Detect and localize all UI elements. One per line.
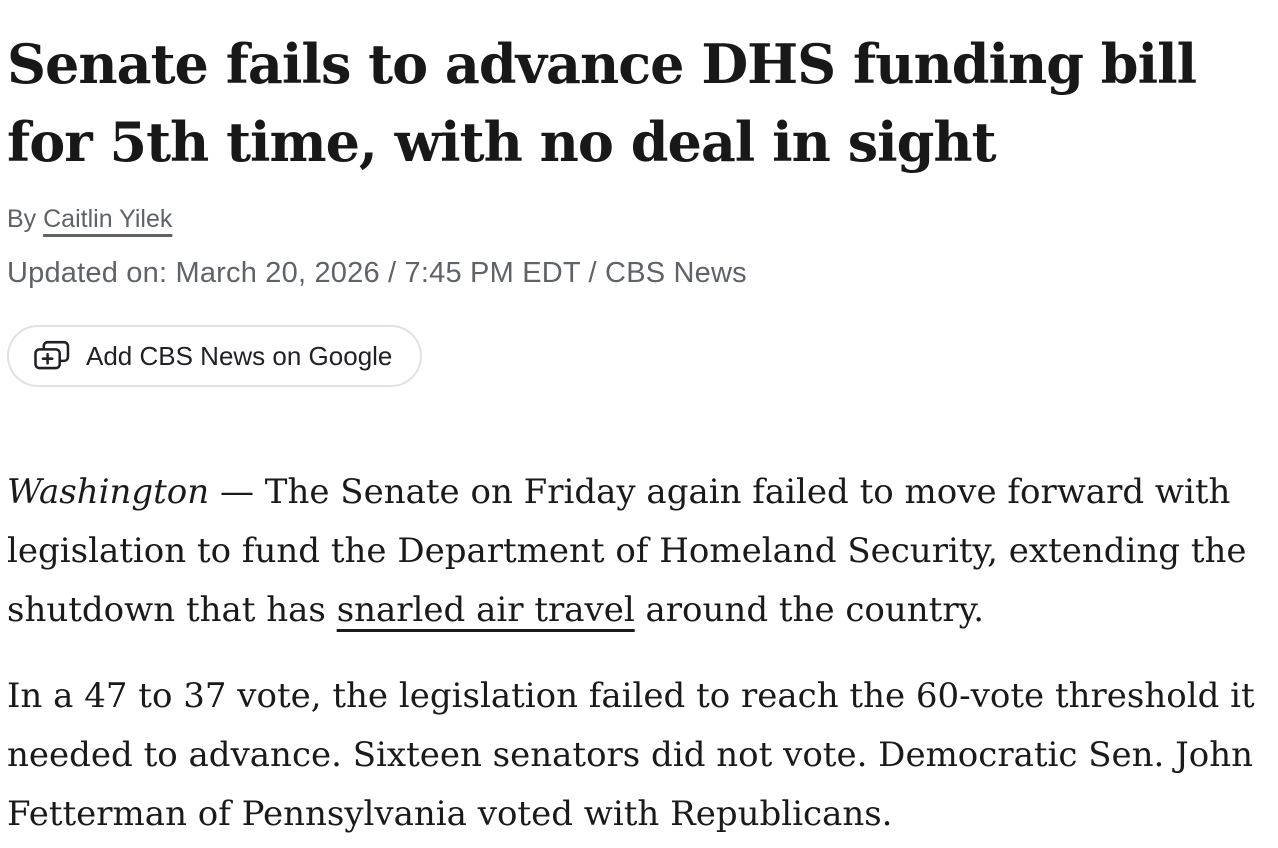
add-cbs-news-google-button[interactable] — [7, 325, 422, 387]
paragraph-2: In a 47 to 37 vote, the legislation failed to reach the 60-vote threshold it needed to advance. Sixteen senators did not vote. Democratic Sen. John Fetterman of Pennsylvania voted with Republicans. — [7, 676, 1255, 834]
author-link[interactable]: Caitlin Yilek — [43, 205, 173, 233]
byline-prefix: By — [7, 205, 44, 233]
follow-button-label: Add CBS News on Google — [86, 340, 393, 371]
article-body — [7, 463, 1272, 844]
follow-button-row — [7, 325, 1272, 387]
page-title — [7, 25, 1272, 181]
snarled-air-travel-link[interactable]: snarled air travel — [336, 590, 635, 630]
article-header — [7, 25, 1272, 387]
headline-line-2: for 5th time, with no deal in sight — [7, 110, 996, 174]
add-to-library-icon — [33, 340, 71, 373]
byline — [7, 205, 1272, 234]
article-page — [0, 25, 1278, 844]
paragraph-1-text-before-link: — The Senate on Friday again failed to move forward with legislation to fund the Department of Homeland Security, extending the shutdown that has — [7, 472, 1247, 630]
headline-line-1: Senate fails to advance DHS funding bill — [7, 32, 1197, 96]
dateline-washington: Washington — [7, 472, 210, 512]
paragraph-1-text-after-link: around the country. — [634, 590, 985, 630]
updated-timestamp: Updated on: March 20, 2026 / 7:45 PM EDT / CBS News — [7, 257, 747, 289]
paragraph-1 — [7, 463, 1272, 640]
